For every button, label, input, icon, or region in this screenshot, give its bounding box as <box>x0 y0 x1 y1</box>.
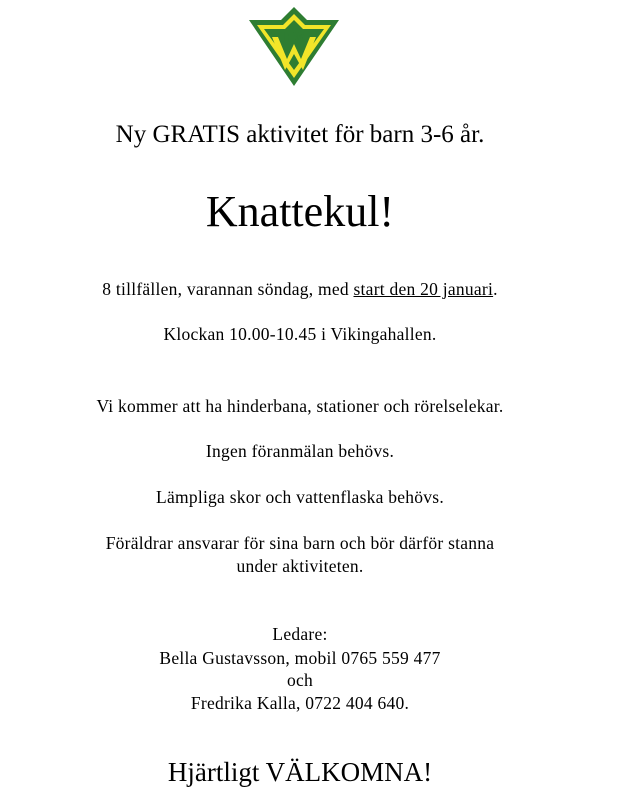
schedule-suffix: . <box>493 279 498 299</box>
registration-line: Ingen föranmälan behövs. <box>205 441 395 461</box>
schedule-prefix: 8 tillfällen, varannan söndag, med <box>102 279 354 299</box>
subtitle: Ny GRATIS aktivitet för barn 3-6 år. <box>115 121 485 148</box>
start-date: start den 20 januari <box>353 279 494 299</box>
parents-line-1: Föräldrar ansvarar för sina barn och bör därför stanna <box>105 533 495 553</box>
leaders-label: Ledare: <box>272 624 328 644</box>
time-place-line: Klockan 10.00-10.45 i Vikingahallen. <box>163 324 437 344</box>
club-logo <box>247 4 341 88</box>
activities-line: Vi kommer att ha hinderbana, stationer och rörelselekar. <box>96 396 504 416</box>
leader-1: Bella Gustavsson, mobil 0765 559 477 <box>159 648 441 668</box>
leaders-and: och <box>286 670 314 690</box>
page-title: Knattekul! <box>205 187 395 236</box>
leader-2: Fredrika Kalla, 0722 404 640. <box>190 693 410 713</box>
logo-text: IFW <box>282 29 306 44</box>
equipment-line: Lämpliga skor och vattenflaska behövs. <box>156 487 444 507</box>
parents-line-2: under aktiviteten. <box>236 556 364 576</box>
schedule-line <box>0 278 600 300</box>
welcome-line: Hjärtligt VÄLKOMNA! <box>167 757 433 787</box>
